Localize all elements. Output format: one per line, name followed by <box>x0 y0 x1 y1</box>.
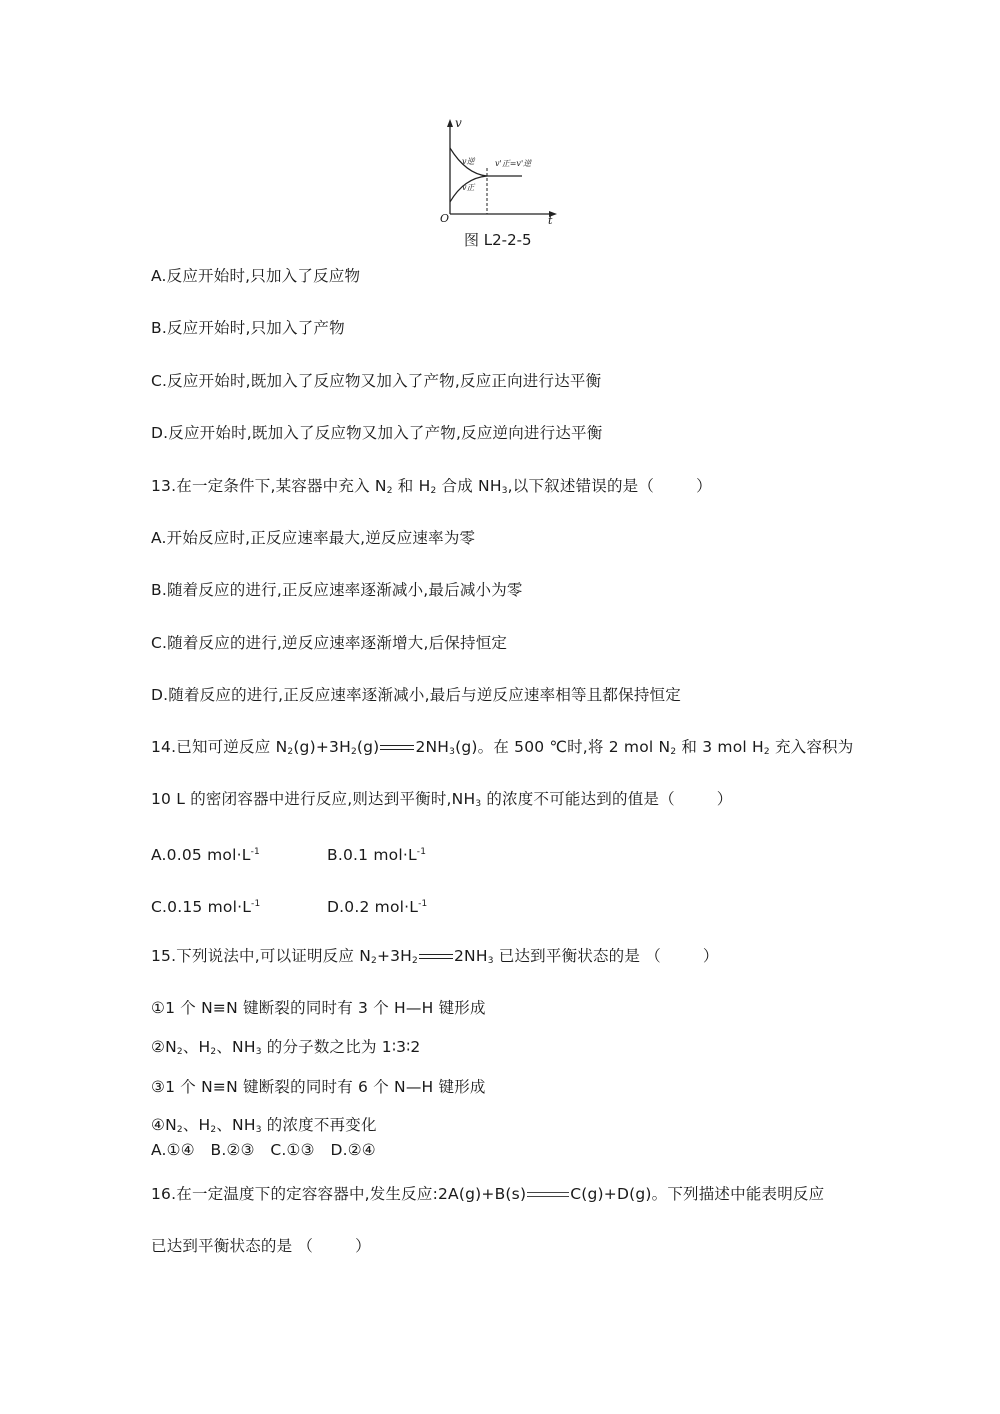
q14-option-b: B.0.1 $mol\cdot L^{-1}$ <box>327 846 427 864</box>
q12-option-d: D.反应开始时,既加入了反应物又加入了产物,反应逆向进行达平衡 <box>151 424 603 442</box>
rate-time-graph <box>440 116 560 227</box>
q15-statement-4: $④N_2$、$H_2$、$NH_3$ 的浓度不再变化 <box>151 1116 377 1135</box>
axis-y-label: v <box>455 116 462 130</box>
reversible-arrow-icon <box>380 744 414 752</box>
q12-option-b: B.反应开始时,只加入了产物 <box>151 319 345 337</box>
q15-statement-2: $②N_2$、$H_2$、$NH_3$ 的分子数之比为 1∶3∶2 <box>151 1038 421 1057</box>
q15-statement-1: ①1 个 N≡N 键断裂的同时有 3 个 H—H 键形成 <box>151 999 486 1017</box>
q15-choices: A.①④ B.②③ C.①③ D.②④ <box>151 1141 376 1159</box>
q16-stem-line2: 已达到平衡状态的是 （ ） <box>151 1237 371 1255</box>
figure-caption: 图 L2-2-5 <box>464 231 532 249</box>
q15-statement-3: ③1 个 N≡N 键断裂的同时有 6 个 N—H 键形成 <box>151 1078 486 1096</box>
equal-rate-label: v'正=v'逆 <box>495 159 532 168</box>
reversible-arrow-icon <box>419 953 453 961</box>
q14-option-d: D.0.2 $mol\cdot L^{-1}$ <box>327 898 428 916</box>
axis-x-label: t <box>548 214 553 227</box>
q13-option-d: D.随着反应的进行,正反应速率逐渐减小,最后与逆反应速率相等且都保持恒定 <box>151 686 681 704</box>
q15-stem: 15.下列说法中,可以证明反应 $N_2+3H_2$ $2NH_3$ 已达到平衡状态的是 （ ） <box>151 947 719 966</box>
origin-label: O <box>440 212 450 225</box>
q12-option-c: C.反应开始时,既加入了反应物又加入了产物,反应正向进行达平衡 <box>151 372 602 390</box>
q13-option-c: C.随着反应的进行,逆反应速率逐渐增大,后保持恒定 <box>151 634 508 652</box>
q14-stem-line1: 14.已知可逆反应 $N_2(g)+3H_2(g)$ $2NH_3(g)$。在 500 ℃时,将 2 mol $N_2$ 和 3 mol $H_2$ 充入容积为 <box>151 738 854 757</box>
q13-option-a: A.开始反应时,正反应速率最大,逆反应速率为零 <box>151 529 476 547</box>
q13-option-b: B.随着反应的进行,正反应速率逐渐减小,最后减小为零 <box>151 581 523 599</box>
q12-option-a: A.反应开始时,只加入了反应物 <box>151 267 361 285</box>
equilibrium-sign-icon <box>527 1192 569 1198</box>
reverse-rate-label: v逆 <box>462 157 475 166</box>
q14-option-c: C.0.15 $mol\cdot L^{-1}$ <box>151 898 261 916</box>
q16-stem-line1: 16.在一定温度下的定容容器中,发生反应:2A(g)+B(s) C(g)+D(g)。下列描述中能表明反应 <box>151 1185 825 1203</box>
q14-stem-line2: 10 L 的密闭容器中进行反应,则达到平衡时$,NH_3$ 的浓度不可能达到的值是（ ） <box>151 790 733 809</box>
forward-rate-label: v正 <box>462 183 475 192</box>
q14-option-a: A.0.05 $mol\cdot L^{-1}$ <box>151 846 260 864</box>
q13-stem: 13.在一定条件下,某容器中充入 $N_2$ 和 $H_2$ 合成 $NH_3$,以下叙述错误的是（ ） <box>151 477 712 496</box>
